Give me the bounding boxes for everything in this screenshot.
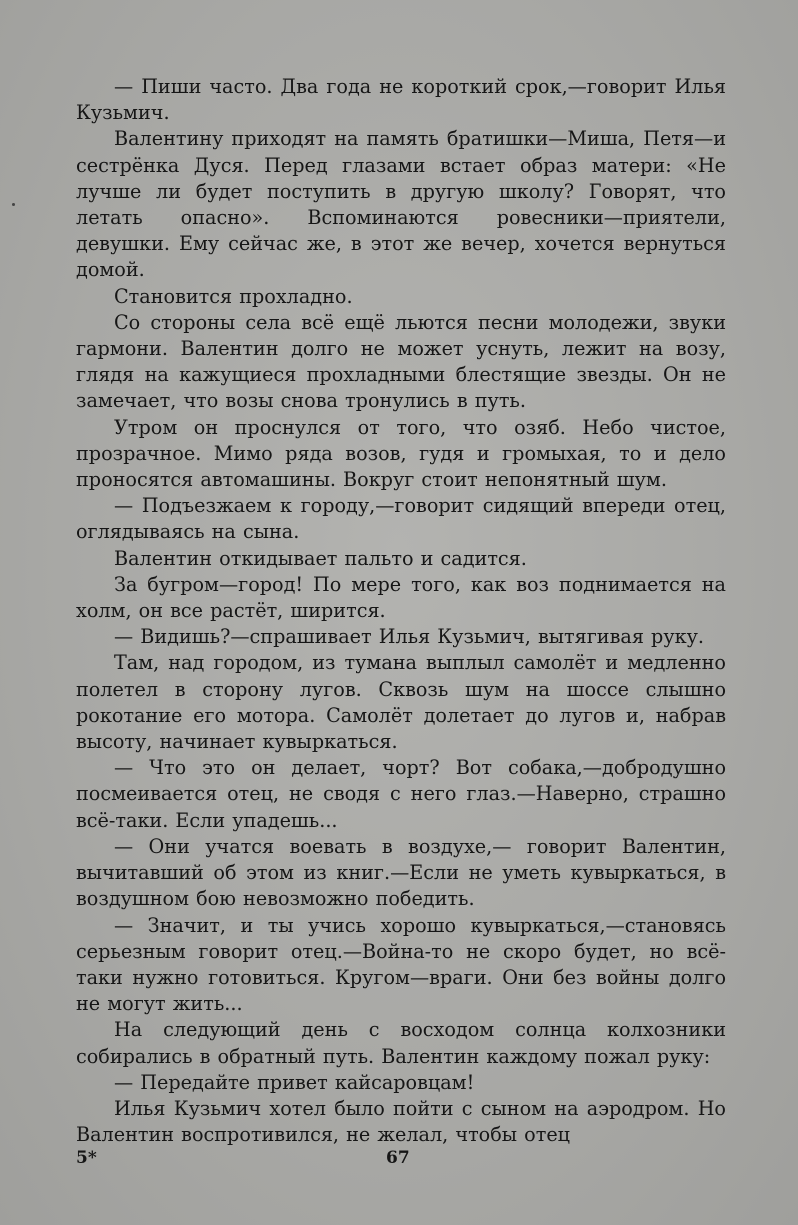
paragraph: На следующий день с восходом солнца колхозники собирались в обратный путь. Валентин каждому пожал руку: xyxy=(76,1018,726,1068)
paragraph: Валентину приходят на память братишки—Миша, Петя—и сестрёнка Дуся. Перед глазами встает образ матери: «Не лучше ли будет поступить в другую школу? Говорят, что летать опасно». Вспоминаются ровесники—приятели, девушки. Ему сейчас же, в этот же вечер, хочется вернуться домой. xyxy=(76,127,726,282)
paragraph: — Подъезжаем к городу,—говорит сидящий впереди отец, оглядываясь на сына. xyxy=(76,494,726,544)
paragraph: — Значит, и ты учись хорошо кувыркаться,—становясь серьезным говорит отец.—Война-то не скоро будет, но всё-таки нужно готовиться. Кругом—враги. Они без войны долго не могут жить... xyxy=(76,913,726,1016)
paragraph: Валентин откидывает пальто и садится. xyxy=(114,546,527,570)
paragraph: — Они учатся воевать в воздухе,— говорит Валентин, вычитавший об этом из книг.—Если не уметь кувыркаться, в воздушном бою невозможно победить. xyxy=(76,834,726,911)
paragraph: Там, над городом, из тумана выплыл самолёт и медленно полетел в сторону лугов. Сквозь шум на шоссе слышно рокотание его мотора. Самолёт долетает до лугов и, набрав высоту, начинает кувыркаться. xyxy=(76,651,726,754)
paragraph: За бугром—город! По мере того, как воз поднимается на холм, он все растёт, ширится. xyxy=(76,572,726,623)
body-text xyxy=(76,74,726,1148)
paragraph: — Видишь?—спрашивает Илья Кузьмич, вытягивая руку. xyxy=(114,625,704,649)
signature-mark: 5* xyxy=(76,1148,97,1168)
paragraph: Илья Кузьмич хотел было пойти с сыном на аэродром. Но Валентин воспротивился, не желал, чтобы отец xyxy=(76,1096,726,1147)
paragraph: — Что это он делает, чорт? Вот собака,—добродушно посмеивается отец, не сводя с него глаз.—Наверно, страшно всё-таки. Если упадешь... xyxy=(76,756,726,832)
page-number: 67 xyxy=(386,1148,410,1168)
paragraph: Становится прохладно. xyxy=(114,284,353,308)
print-speck xyxy=(12,203,15,206)
paragraph: Со стороны села всё ещё льются песни молодежи, звуки гармони. Валентин долго не может уснуть, лежит на возу, глядя на кажущиеся прохладными блестящие звезды. Он не замечает, что возы снова тронулись в путь. xyxy=(76,310,726,413)
paragraph: Утром он проснулся от того, что озяб. Небо чистое, прозрачное. Мимо ряда возов, гудя и громыхая, то и дело проносятся автомашины. Вокруг стоит непонятный шум. xyxy=(76,415,726,492)
paragraph: — Пиши часто. Два года не короткий срок,—говорит Илья Кузьмич. xyxy=(76,75,726,125)
paragraph: — Передайте привет кайсаровцам! xyxy=(114,1070,475,1094)
